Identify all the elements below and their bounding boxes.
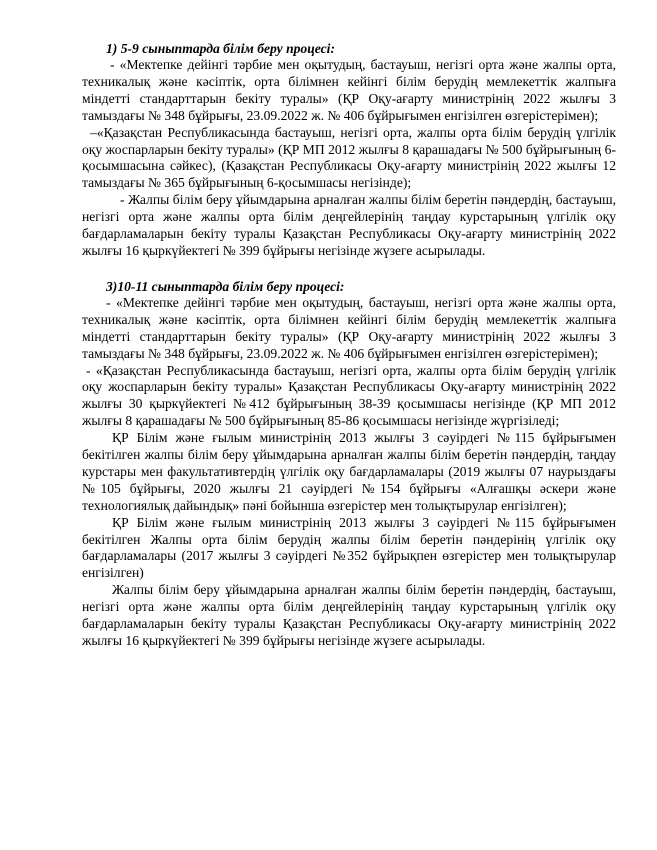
paragraph-program-order-115-b: ҚР Білім және ғылым министрінің 2013 жылғы 3 сәуірдегі №115 бұйрығымен бекітілген Жалпы орта білім берудің жалпы білім беретін пәндерінің үлгілік оқу бағдарламалары (2017 жылғы 3 сәуірдегі №352 бұйрықпен өзгерістер мен толықтырулар енгізілген) (82, 514, 616, 581)
paragraph-curricula-10-11: - «Қазақстан Республикасында бастауыш, негізгі орта, жалпы орта білім берудің үлгілік оқу жоспарларын бекіту туралы» Қазақстан Республикасы Оқу-ағарту министрінің 2022 жылғы 30 қыркүйектегі №412 бұйрығының 38-39 қосымшасы негізінде (ҚР МП 2012 жылғы 8 қарашадағы № 500 бұйрығының 85-86 қосымшасы негізінде жүргізіледі; (82, 362, 616, 429)
document-body (82, 40, 616, 650)
paragraph-program-order-115-a: ҚР Білім және ғылым министрінің 2013 жылғы 3 сәуірдегі №115 бұйрығымен бекітілген жалпы білім беру ұйымдарына арналған жалпы білім беретін пәндердің, таңдау курстары мен факультативтердің үлгілік оқу бағдарламалары (2019 жылғы 07 наурыздағы №105 бұйрығы, 2020 жылғы 21 сәуірдегі №154 бұйрығы «Алғашқы әскери және технологиялық дайындық» пәні бойынша өзгерістер мен толықтырулар енгізілген); (82, 430, 616, 513)
paragraph-standards-10-11: - «Мектепке дейінгі тәрбие мен оқытудың, бастауыш, негізгі орта және жалпы орта, техникалық және кәсіптік, орта білімнен кейінгі білім берудің мемлекеттік жалпыға міндетті стандарттарын бекіту туралы» (ҚР Оқу-ағарту министрінің 2022 жылғы 3 тамыздағы № 348 бұйрығы, 23.09.2022 ж. № 406 бұйрығымен енгізілген өзгерістерімен); (82, 294, 616, 361)
section-heading-grades-10-11: 3)10-11 сыныптарда білім беру процесі: (106, 278, 345, 294)
paragraph-standards-5-9: - «Мектепке дейінгі тәрбие мен оқытудың, бастауыш, негізгі орта және жалпы орта, техникалық және кәсіптік, орта білімнен кейінгі білім берудің мемлекеттік жалпыға міндетті стандарттарын бекіту туралы» (ҚР Оқу-ағарту министрінің 2022 жылғы 3 тамыздағы № 348 бұйрығы, 23.09.2022 ж. № 406 бұйрығымен енгізілген өзгерістерімен); (82, 57, 616, 123)
paragraph-curricula-5-9: –«Қазақстан Республикасында бастауыш, негізгі орта, жалпы орта білім берудің үлгілік оқу жоспарларын бекіту туралы» (ҚР МП 2012 жылғы 8 қарашадағы № 500 бұйрығының 6-қосымшасына сәйкес), (Қазақстан Республикасы Оқу-ағарту министрінің 2022 жылғы 12 тамыздағы № 365 бұйрығының 6-қосымшасы негізінде); (82, 124, 616, 191)
section-spacer (82, 260, 616, 278)
section-heading-grades-5-9: 1) 5-9 сыныптарда білім беру процесі: (106, 41, 335, 56)
paragraph-elective-programs-10-11: Жалпы білім беру ұйымдарына арналған жалпы білім беретін пәндердің, бастауыш, негізгі орта және жалпы орта білім деңгейлерінің таңдау курстарының үлгілік оқу бағдарламаларын бекіту туралы Қазақстан Республикасы Оқу-ағарту министрінің 2022 жылғы 16 қыркүйектегі № 399 бұйрығы негізінде жүзеге асырылады. (82, 582, 616, 648)
paragraph-elective-programs-5-9: - Жалпы білім беру ұйымдарына арналған жалпы білім беретін пәндердің, бастауыш, негізгі орта және жалпы орта білім деңгейлерінің таңдау курстарының үлгілік оқу бағдарламаларын бекіту туралы Қазақстан Республикасы Оқу-ағарту министрінің 2022 жылғы 16 қыркүйектегі № 399 бұйрығы негізінде жүзеге асырылады. (82, 192, 616, 258)
